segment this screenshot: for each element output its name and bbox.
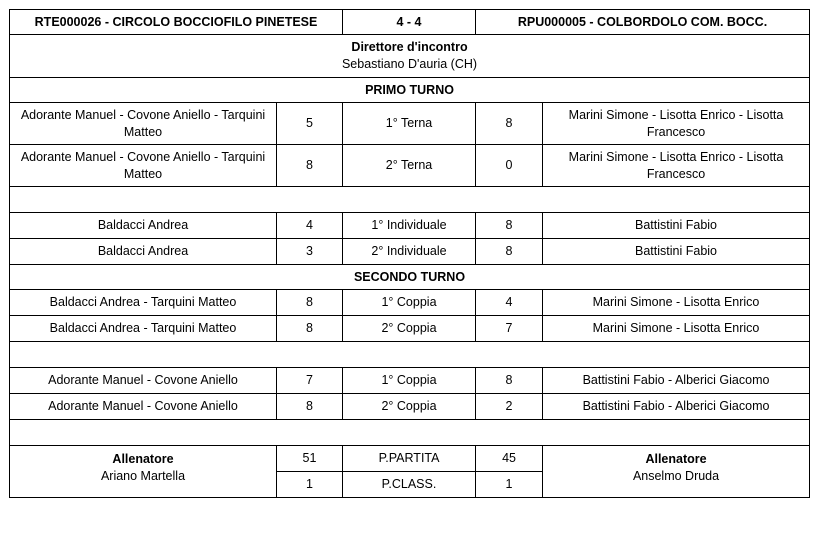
away-players: Marini Simone - Lisotta Enrico [543,290,810,316]
table-row [10,213,810,239]
away-score: 8 [476,213,543,239]
table-row [10,316,810,342]
away-score: 0 [476,145,543,187]
home-players: Baldacci Andrea - Tarquini Matteo [10,290,277,316]
home-players: Baldacci Andrea [10,213,277,239]
spacer-row [10,187,810,213]
home-players: Baldacci Andrea - Tarquini Matteo [10,316,277,342]
away-score: 4 [476,290,543,316]
away-class-points: 1 [476,472,543,498]
away-coach-name: Anselmo Druda [632,469,720,483]
match-score: 4 - 4 [343,10,476,35]
home-score: 5 [277,103,343,145]
section-title-row [10,78,810,103]
home-players: Adorante Manuel - Covone Aniello [10,368,277,394]
away-coach-cell [543,446,810,498]
away-players: Marini Simone - Lisotta Enrico - Lisotta Francesco [543,103,810,145]
away-players: Battistini Fabio [543,239,810,265]
home-score: 4 [277,213,343,239]
section-title-row [10,265,810,290]
spacer-row [10,342,810,368]
match-type: 2° Coppia [343,316,476,342]
home-coach-label: Allenatore [112,452,174,466]
match-type: 2° Coppia [343,394,476,420]
class-label: P.CLASS. [343,472,476,498]
home-players: Adorante Manuel - Covone Aniello - Tarquini Matteo [10,103,277,145]
primo-turno-title: PRIMO TURNO [10,78,810,103]
director-name: Sebastiano D'auria (CH) [341,57,478,71]
home-score: 8 [277,145,343,187]
home-score: 8 [277,290,343,316]
away-score: 2 [476,394,543,420]
match-type: 2° Individuale [343,239,476,265]
table-row [10,394,810,420]
director-row [10,35,810,78]
footer-row-partita [10,446,810,472]
match-report-table [9,9,810,498]
home-class-points: 1 [277,472,343,498]
director-label: Direttore d'incontro [351,40,468,54]
away-coach-label: Allenatore [645,452,707,466]
home-coach-name: Ariano Martella [100,469,186,483]
match-type: 1° Coppia [343,290,476,316]
home-coach-cell [10,446,277,498]
home-players: Adorante Manuel - Covone Aniello - Tarquini Matteo [10,145,277,187]
match-type: 1° Individuale [343,213,476,239]
away-players: Marini Simone - Lisotta Enrico - Lisotta Francesco [543,145,810,187]
away-score: 8 [476,103,543,145]
home-players: Baldacci Andrea [10,239,277,265]
home-players: Adorante Manuel - Covone Aniello [10,394,277,420]
home-score: 3 [277,239,343,265]
home-partita-points: 51 [277,446,343,472]
table-row [10,290,810,316]
away-partita-points: 45 [476,446,543,472]
away-team-name: RPU000005 - COLBORDOLO COM. BOCC. [476,10,810,35]
header-row [10,10,810,35]
table-row [10,239,810,265]
secondo-turno-title: SECONDO TURNO [10,265,810,290]
away-score: 8 [476,368,543,394]
away-players: Marini Simone - Lisotta Enrico [543,316,810,342]
spacer-row [10,420,810,446]
match-type: 1° Coppia [343,368,476,394]
home-score: 7 [277,368,343,394]
away-players: Battistini Fabio - Alberici Giacomo [543,368,810,394]
table-row [10,145,810,187]
partita-label: P.PARTITA [343,446,476,472]
home-score: 8 [277,316,343,342]
away-score: 7 [476,316,543,342]
away-players: Battistini Fabio - Alberici Giacomo [543,394,810,420]
table-row [10,103,810,145]
away-players: Battistini Fabio [543,213,810,239]
match-type: 1° Terna [343,103,476,145]
table-row [10,368,810,394]
home-team-name: RTE000026 - CIRCOLO BOCCIOFILO PINETESE [10,10,343,35]
match-type: 2° Terna [343,145,476,187]
home-score: 8 [277,394,343,420]
away-score: 8 [476,239,543,265]
